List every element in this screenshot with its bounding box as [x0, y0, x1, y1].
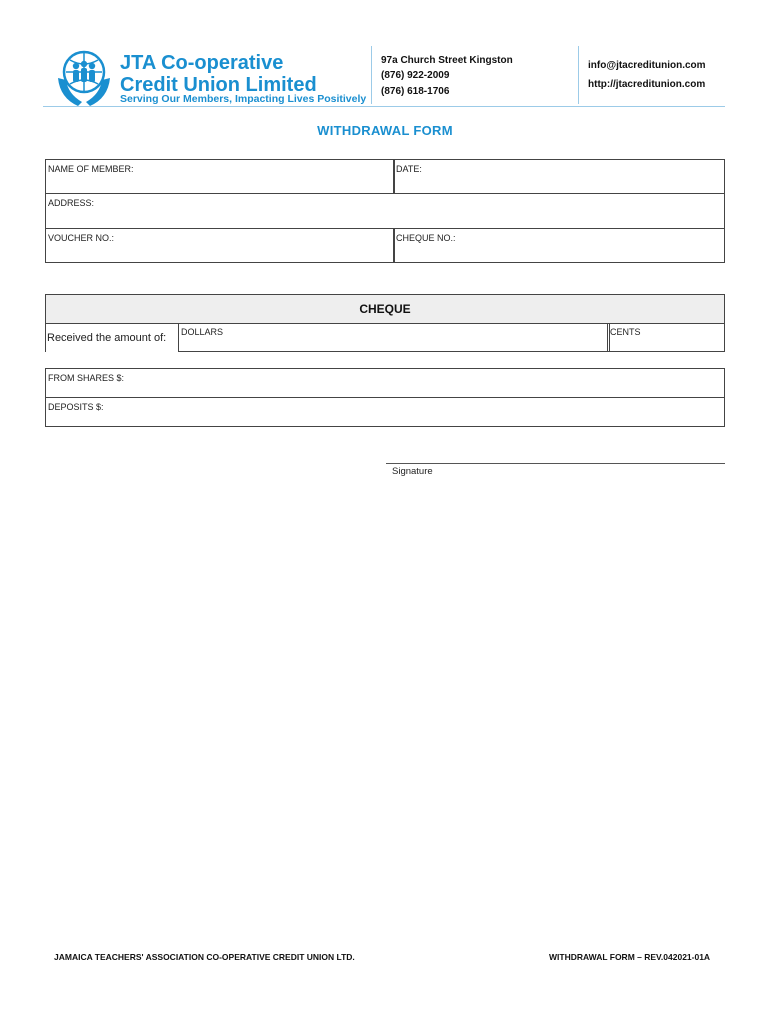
cheque-section-header — [45, 294, 725, 324]
contact-website-link[interactable]: http://jtacreditunion.com — [588, 79, 706, 90]
date-label: DATE: — [396, 164, 422, 174]
footer-form-revision: WITHDRAWAL FORM – REV.042021-01A — [549, 952, 711, 962]
cheque-no-field[interactable] — [393, 228, 725, 263]
address-field[interactable] — [45, 193, 725, 229]
dollars-field[interactable] — [178, 323, 610, 352]
deposits-field[interactable] — [45, 397, 725, 427]
hands-holding-globe-icon — [56, 48, 112, 108]
signature-label: Signature — [392, 466, 433, 477]
received-amount-label: Received the amount of: — [47, 332, 167, 344]
footer-organization: JAMAICA TEACHERS' ASSOCIATION CO-OPERATIVE CREDIT UNION LTD. — [54, 952, 355, 962]
from-shares-label: FROM SHARES $: — [48, 373, 125, 383]
header-divider — [371, 46, 372, 104]
contact-phone-1: (876) 922-2009 — [381, 70, 450, 81]
deposits-label: DEPOSITS $: — [48, 402, 104, 412]
dollars-label: DOLLARS — [181, 327, 224, 337]
cents-label: CENTS — [610, 327, 641, 337]
cheque-no-label: CHEQUE NO.: — [396, 233, 456, 243]
contact-address: 97a Church Street Kingston — [381, 55, 513, 66]
from-shares-field[interactable] — [45, 368, 725, 398]
brand-name-line-2: Credit Union Limited — [120, 74, 317, 96]
header-divider — [578, 46, 579, 104]
cents-field[interactable] — [607, 323, 725, 352]
voucher-no-field[interactable] — [45, 228, 395, 263]
brand-name-line-1: JTA Co-operative — [120, 52, 284, 74]
contact-phone-2: (876) 618-1706 — [381, 86, 450, 97]
date-field[interactable] — [393, 159, 725, 194]
signature-line[interactable] — [386, 463, 725, 464]
cheque-left-border — [45, 323, 46, 352]
contact-email-link[interactable]: info@jtacreditunion.com — [588, 60, 706, 71]
address-label: ADDRESS: — [48, 198, 95, 208]
voucher-no-label: VOUCHER NO.: — [48, 233, 115, 243]
form-title: WITHDRAWAL FORM — [317, 123, 453, 138]
brand-tagline: Serving Our Members, Impacting Lives Positively — [120, 93, 367, 105]
cheque-title: CHEQUE — [359, 302, 411, 316]
name-of-member-label: NAME OF MEMBER: — [48, 164, 134, 174]
header-rule — [43, 106, 725, 107]
name-of-member-field[interactable] — [45, 159, 395, 194]
